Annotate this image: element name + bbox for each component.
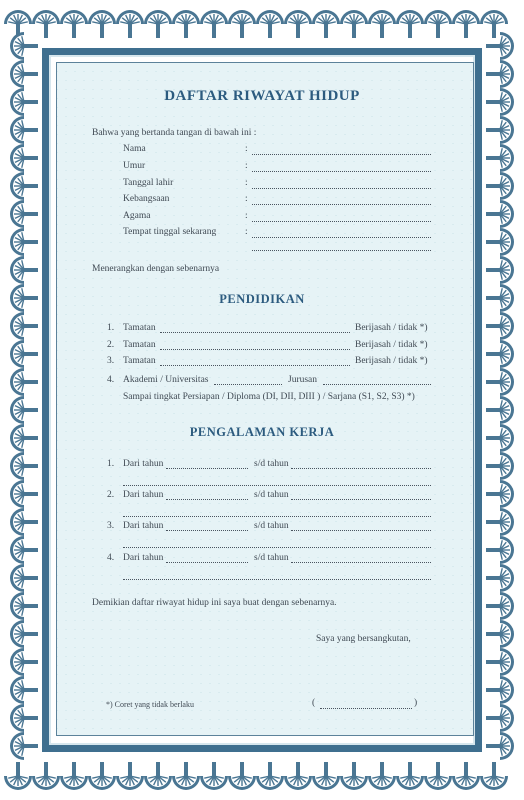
pendidikan-num: 1. [107,323,115,333]
field-label: Nama [123,144,146,154]
job-description-line[interactable] [123,579,431,580]
jurusan-line[interactable] [323,384,431,385]
intro-text: Bahwa yang bertanda tangan di bawah ini : [92,128,257,138]
signature-open-paren: ( [312,698,316,708]
field-label: Tempat tinggal sekarang [123,227,217,237]
pengalaman-num: 1. [107,459,115,469]
from-year-line[interactable] [166,530,248,531]
field-input-line[interactable] [252,154,431,155]
to-year-line[interactable] [291,562,431,563]
pendidikan-akademi-label: Akademi / Universitas [123,375,209,385]
signature-name-line[interactable] [320,708,412,709]
field-label: Agama [123,211,151,221]
field-input-line[interactable] [252,171,431,172]
pendidikan-num: 2. [107,340,115,350]
pendidikan-input-line[interactable] [160,365,350,366]
field-input-line-extra[interactable] [252,250,431,251]
field-colon: : [245,144,248,154]
menerangkan-text: Menerangkan dengan sebenarnya [92,264,220,274]
field-colon: : [245,211,248,221]
pengalaman-num: 3. [107,521,115,531]
pengalaman-sd-label: s/d tahun [254,553,289,563]
document-title: DAFTAR RIWAYAT HIDUP [164,88,360,104]
field-input-line[interactable] [252,237,431,238]
pengalaman-sd-label: s/d tahun [254,521,289,531]
pengalaman-sd-label: s/d tahun [254,490,289,500]
from-year-line[interactable] [166,499,248,500]
from-year-line[interactable] [166,562,248,563]
pendidikan-num-4: 4. [107,375,115,385]
pengalaman-sd-label: s/d tahun [254,459,289,469]
pengalaman-label: Dari tahun [123,459,164,469]
job-description-line[interactable] [123,516,431,517]
pengalaman-label: Dari tahun [123,521,164,531]
field-input-line[interactable] [252,221,431,222]
pendidikan-suffix: Berijasah / tidak *) [355,323,428,333]
pendidikan-suffix: Berijasah / tidak *) [355,340,428,350]
pengalaman-heading: PENGALAMAN KERJA [189,425,335,439]
pengalaman-num: 4. [107,553,115,563]
to-year-line[interactable] [291,499,431,500]
pendidikan-suffix: Berijasah / tidak *) [355,356,428,366]
field-colon: : [245,194,248,204]
field-label: Kebangsaan [123,194,170,204]
from-year-line[interactable] [166,468,248,469]
signature-text: Saya yang bersangkutan, [316,634,411,644]
pendidikan-jurusan-label: Jurusan [288,375,318,385]
field-colon: : [245,178,248,188]
signature-close-paren: ) [414,698,418,708]
pengalaman-label: Dari tahun [123,553,164,563]
pendidikan-sampai-text: Sampai tingkat Persiapan / Diploma (DI, DII, DIII ) / Sarjana (S1, S2, S3) *) [123,392,415,402]
pendidikan-label: Tamatan [123,356,156,366]
akademi-line[interactable] [214,384,282,385]
to-year-line[interactable] [291,468,431,469]
footnote-text: *) Coret yang tidak berlaku [106,700,194,709]
job-description-line[interactable] [123,547,431,548]
field-input-line[interactable] [252,188,431,189]
field-label: Umur [123,161,146,171]
pendidikan-num: 3. [107,356,115,366]
pendidikan-input-line[interactable] [160,349,350,350]
pendidikan-label: Tamatan [123,340,156,350]
pengalaman-num: 2. [107,490,115,500]
field-input-line[interactable] [252,204,431,205]
to-year-line[interactable] [291,530,431,531]
pendidikan-input-line[interactable] [160,332,350,333]
field-colon: : [245,161,248,171]
pendidikan-label: Tamatan [123,323,156,333]
job-description-line[interactable] [123,485,431,486]
pendidikan-heading: PENDIDIKAN [219,292,305,306]
pengalaman-label: Dari tahun [123,490,164,500]
field-label: Tanggal lahir [123,178,174,188]
closing-text: Demikian daftar riwayat hidup ini saya buat dengan sebenarnya. [92,598,337,608]
field-colon: : [245,227,248,237]
